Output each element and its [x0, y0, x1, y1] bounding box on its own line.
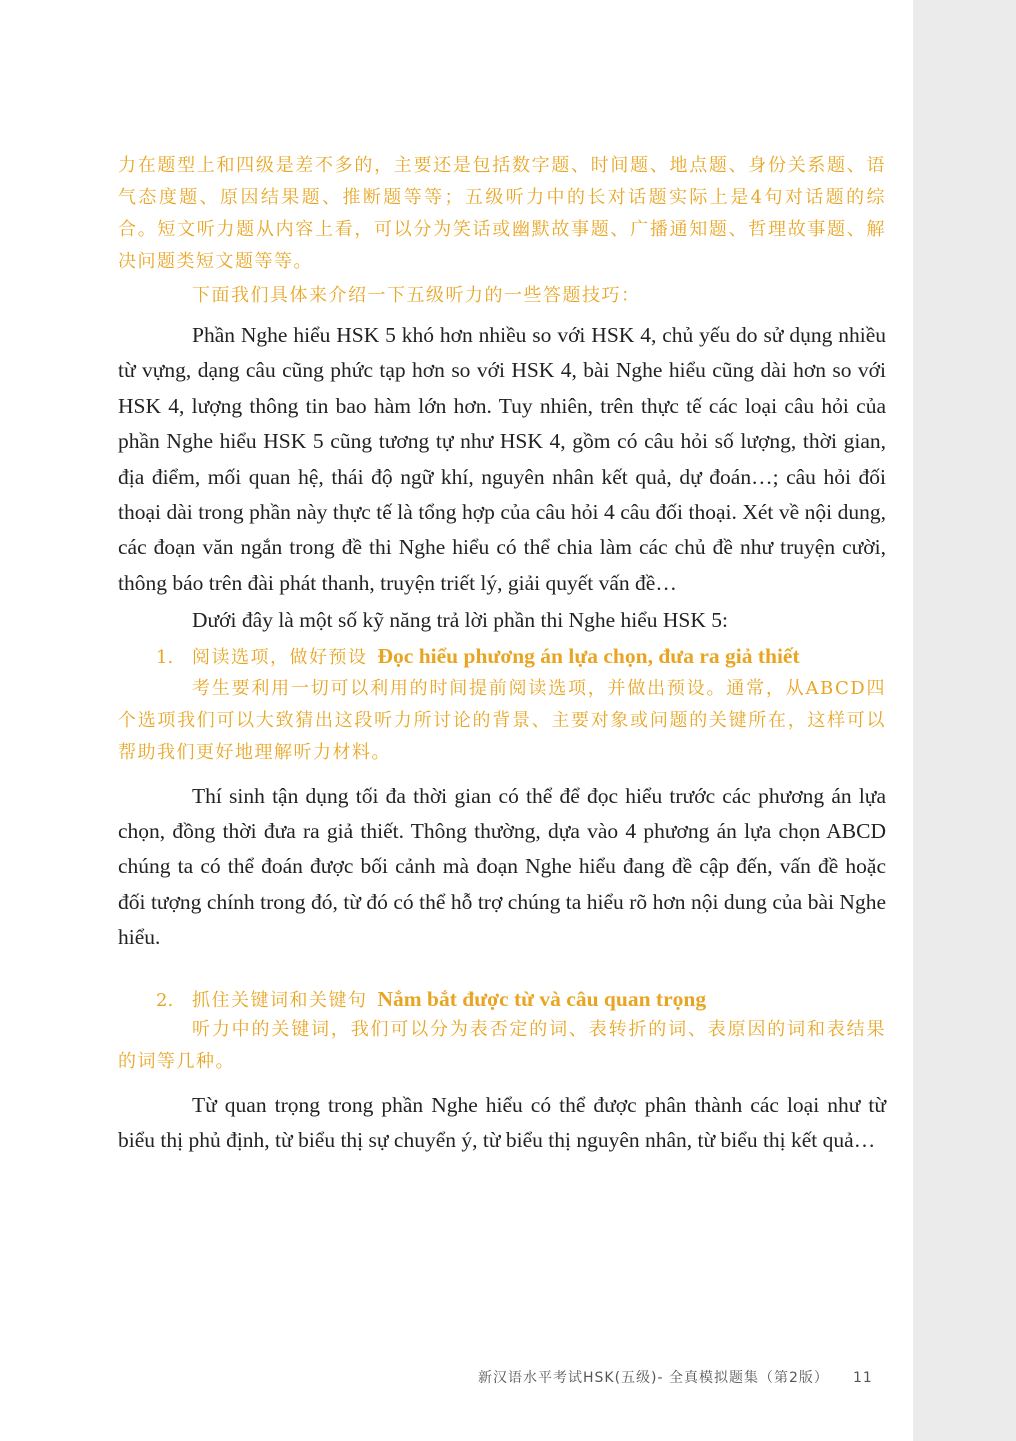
section-heading-vietnamese: Đọc hiểu phương án lựa chọn, đưa ra giả thiết: [377, 643, 800, 668]
section-heading-2: [118, 986, 886, 1012]
section-2-chinese-body: 听力中的关键词，我们可以分为表否定的词、表转折的词、表原因的词和表结果的词等几种。: [118, 1018, 886, 1072]
book-title: 新汉语水平考试HSK(五级)- 全真模拟题集（第2版）: [478, 1370, 829, 1386]
section-heading-chinese: 抓住关键词和关键句: [192, 989, 368, 1011]
section-number: 1.: [156, 646, 174, 668]
paragraph-vietnamese-lead: Dưới đây là một số kỹ năng trả lời phần thi Nghe hiểu HSK 5:: [192, 608, 728, 633]
page-number: 11: [852, 1370, 873, 1386]
paragraph-chinese-lead: 下面我们具体来介绍一下五级听力的一些答题技巧：: [192, 285, 641, 306]
section-heading-vietnamese: Nắm bắt được từ và câu quan trọng: [377, 986, 707, 1011]
section-1-chinese-body: 考生要利用一切可以利用的时间提前阅读选项，并做出预设。通常，从ABCD四个选项我们可以大致猜出这段听力所讨论的背景、主要对象或问题的关键所在，这样可以帮助我们更好地理解听力材料。: [118, 677, 886, 763]
paragraph-chinese-intro: 力在题型上和四级是差不多的，主要还是包括数字题、时间题、地点题、身份关系题、语气态度题、原因结果题、推断题等等；五级听力中的长对话题实际上是4句对话题的综合。短文听力题从内容上看，可以分为笑话或幽默故事题、广播通知题、哲理故事题、解决问题类短文题等等。: [118, 155, 886, 272]
section-heading-1: [118, 643, 886, 669]
page-footer: [478, 1367, 873, 1387]
section-1-vietnamese-body: Thí sinh tận dụng tối đa thời gian có thể để đọc hiểu trước các phương án lựa chọn, đồng thời đưa ra giả thiết. Thông thường, dựa vào 4 phương án lựa chọn ABCD chúng ta có thể đoán được bối cảnh mà đoạn Nghe hiểu đang đề cập đến, vấn đề hoặc đối tượng chính trong đó, từ đó có thể hỗ trợ chúng ta hiểu rõ hơn nội dung của bài Nghe hiểu.: [118, 783, 886, 950]
page-content: [118, 150, 886, 1159]
section-2-vietnamese-body: Từ quan trọng trong phần Nghe hiểu có thể được phân thành các loại như từ biểu thị phủ định, từ biểu thị sự chuyển ý, từ biểu thị nguyên nhân, từ biểu thị kết quả…: [118, 1092, 886, 1153]
section-number: 2.: [156, 989, 174, 1011]
paragraph-vietnamese-intro: Phần Nghe hiểu HSK 5 khó hơn nhiều so với HSK 4, chủ yếu do sử dụng nhiều từ vựng, dạng câu cũng phức tạp hơn so với HSK 4, bài Nghe hiểu cũng dài hơn so với HSK 4, lượng thông tin bao hàm lớn hơn. Tuy nhiên, trên thực tế các loại câu hỏi của phần Nghe hiểu HSK 5 cũng tương tự như HSK 4, gồm có câu hỏi số lượng, thời gian, địa điểm, mối quan hệ, thái độ ngữ khí, nguyên nhân kết quả, dự đoán…; câu hỏi đối thoại dài trong phần này thực tế là tổng hợp của câu hỏi 4 câu đối thoại. Xét về nội dung, các đoạn văn ngắn trong đề thi Nghe hiểu có thể chia làm các chủ đề như truyện cười, thông báo trên đài phát thanh, truyện triết lý, giải quyết vấn đề…: [118, 323, 886, 595]
section-heading-chinese: 阅读选项，做好预设: [192, 646, 368, 668]
page-margin-strip: [913, 0, 1016, 1441]
